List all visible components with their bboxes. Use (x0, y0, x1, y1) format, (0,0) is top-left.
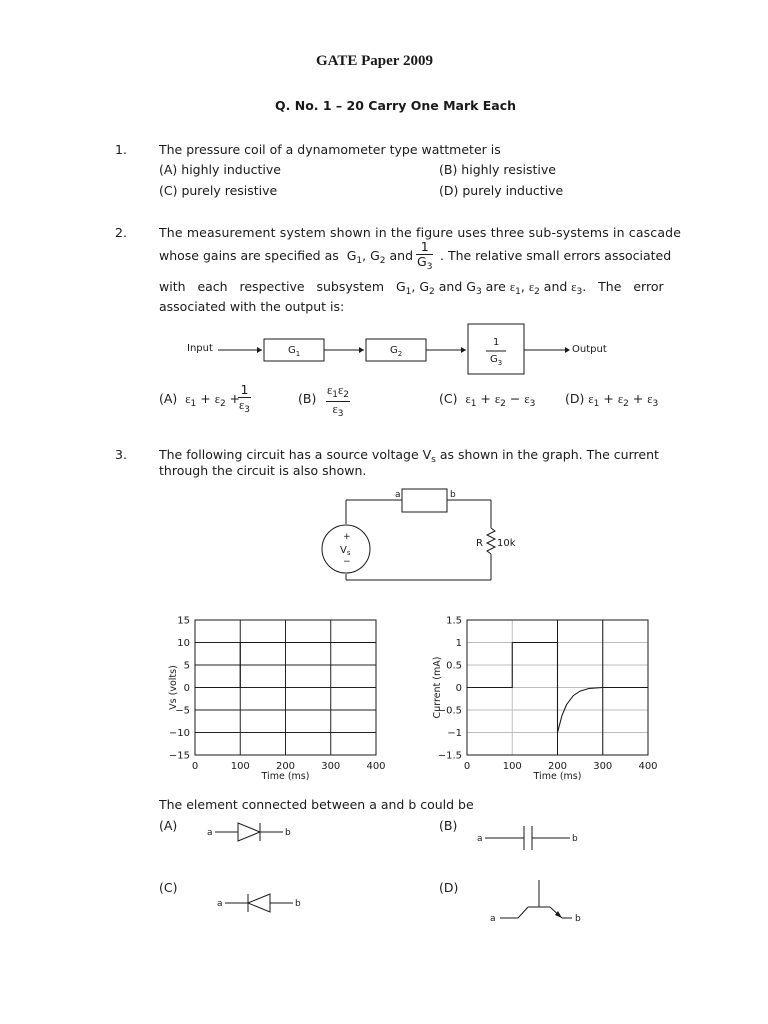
q1-number: 1. (115, 142, 127, 157)
q3-line2: through the circuit is also shown. (159, 463, 367, 478)
q3-option-d-label: (D) (439, 880, 459, 895)
q2-line3: with each respective subsystem $G_1$, $G_2$ and $G_3$ are $\varepsilon_1$, $\varepsilon_2$ and $\varepsilon_3$. The error (159, 279, 664, 297)
y-tick-label: 10 (177, 638, 190, 649)
q2-line2-end: . The relative small errors associated (440, 248, 672, 263)
y-axis-label: Current (mA) (432, 656, 443, 719)
q1-option-b: (B) highly resistive (439, 162, 556, 177)
capacitor-symbol-b (485, 826, 570, 850)
y-tick-label: −1 (447, 728, 462, 739)
x-axis-label: Time (ms) (533, 771, 582, 782)
y-tick-label: −10 (168, 728, 190, 739)
circuit-terminal-a: a (395, 490, 401, 500)
q3-option-b-label: (B) (439, 818, 458, 833)
x-tick-label: 200 (547, 761, 568, 772)
q3-number: 3. (115, 447, 127, 462)
x-axis-label: Time (ms) (261, 771, 310, 782)
x-tick-label: 300 (593, 761, 613, 772)
q1-option-d: (D) purely inductive (439, 183, 564, 198)
q1-option-a: (A) highly inductive (159, 162, 281, 177)
opt-a-term-b: b (285, 828, 291, 838)
y-tick-label: 0.5 (446, 660, 462, 672)
q2-line1: The measurement system shown in the figure uses three sub-systems in cascade (159, 225, 682, 240)
q1-text: The pressure coil of a dynamometer type wattmeter is (159, 142, 501, 157)
opt-c-term-a: a (217, 899, 223, 909)
y-tick-label: −1.5 (437, 750, 462, 762)
opt-c-term-b: b (295, 899, 301, 909)
x-tick-label: 0 (463, 761, 471, 772)
y-tick-label: 5 (183, 660, 190, 672)
q2-line2: whose gains are specified as $G_1$, $G_2$ and (159, 248, 414, 266)
source-label: $V_s$ (340, 545, 351, 557)
y-axis-label: Vs (volts) (168, 665, 179, 710)
source-plus: + (343, 532, 351, 542)
diode-symbol-c (225, 894, 293, 912)
q2-number: 2. (115, 225, 127, 240)
y-tick-label: 1.5 (446, 615, 462, 627)
opt-d-term-a: a (490, 914, 496, 924)
q2-option-a-fraction: $\frac{1}{\varepsilon_3}$ (239, 382, 250, 415)
diagram-g2: $G_2$ (390, 345, 403, 358)
diagram-input-label: Input (187, 343, 213, 354)
page-title: GATE Paper 2009 (316, 53, 433, 69)
y-tick-label: −0.5 (437, 705, 462, 717)
q1-option-c: (C) purely resistive (159, 183, 278, 198)
opt-d-term-b: b (575, 914, 581, 924)
diagram-g3-num: 1 (493, 337, 500, 348)
resistor-value: 10k (497, 538, 516, 549)
transistor-symbol-d (500, 880, 572, 918)
diagram-output-label: Output (572, 344, 607, 355)
q2-option-d: (D) $\varepsilon_1 + \varepsilon_2 + \varepsilon_3$ (565, 391, 659, 409)
diagram-g3-den: $G_3$ (490, 354, 503, 367)
q2-gain-fraction: $\frac{1}{G_3}$ (417, 239, 433, 272)
y-tick-label: 0 (183, 683, 190, 694)
opt-a-term-a: a (207, 828, 213, 838)
q3-question: The element connected between a and b could be (159, 797, 474, 812)
opt-b-term-a: a (477, 834, 483, 844)
q3-option-a-label: (A) (159, 818, 178, 833)
y-tick-label: 1 (455, 638, 462, 649)
q2-line4: associated with the output is: (159, 299, 345, 314)
circuit-terminal-b: b (450, 490, 456, 500)
diagram-g1: $G_1$ (288, 345, 301, 358)
section-heading: Q. No. 1 – 20 Carry One Mark Each (275, 98, 517, 113)
q2-option-a: (A) $\varepsilon_1 + \varepsilon_2$ + (159, 391, 241, 409)
diode-symbol-a (215, 823, 283, 841)
source-minus: − (343, 557, 351, 567)
x-tick-label: 400 (366, 761, 386, 772)
q3-line1: The following circuit has a source voltage $V_s$ as shown in the graph. The current (159, 447, 659, 465)
y-tick-label: −5 (175, 705, 190, 717)
opt-b-term-b: b (572, 834, 578, 844)
resistor-label: R (476, 538, 483, 549)
y-tick-label: −15 (168, 750, 190, 762)
y-tick-label: 15 (177, 615, 190, 627)
x-tick-label: 300 (321, 761, 341, 772)
x-tick-label: 100 (230, 761, 250, 772)
x-tick-label: 200 (275, 761, 296, 772)
q2-option-b-fraction: $\frac{\varepsilon_1\varepsilon_2}{\varepsilon_3}$ (327, 383, 349, 419)
x-tick-label: 400 (638, 761, 658, 772)
x-tick-label: 0 (191, 761, 199, 772)
y-tick-label: 0 (455, 683, 462, 694)
q3-option-c-label: (C) (159, 880, 178, 895)
q2-option-b-label: (B) (298, 391, 317, 406)
q2-option-c: (C) $\varepsilon_1 + \varepsilon_2 - \varepsilon_3$ (439, 391, 536, 409)
x-tick-label: 100 (502, 761, 522, 772)
